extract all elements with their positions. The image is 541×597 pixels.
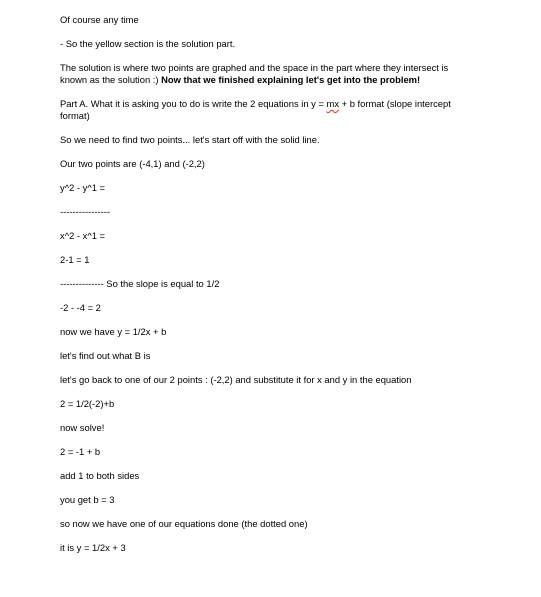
equation-line: x^2 - x^1 = bbox=[60, 230, 106, 241]
text-line: Our two points are (-4,1) and (-2,2) bbox=[60, 158, 205, 169]
part-a-paragraph bbox=[60, 98, 475, 122]
text-line: let's go back to one of our 2 points : (-2,2) and substitute it for x and y in the equation bbox=[60, 374, 412, 385]
text-line: now solve! bbox=[60, 422, 105, 433]
slope-line: -------------- So the slope is equal to 1/2 bbox=[60, 278, 220, 289]
text-line: add 1 to both sides bbox=[60, 470, 140, 481]
equation-line: 2 = 1/2(-2)+b bbox=[60, 398, 115, 409]
text-line: you get b = 3 bbox=[60, 494, 115, 505]
spellcheck-flagged-word: mx bbox=[326, 98, 340, 109]
text-line: So we need to find two points... let's start off with the solid line. bbox=[60, 134, 320, 145]
equation-line: 2 = -1 + b bbox=[60, 446, 101, 457]
part-a-text-after: + b format (slope intercept format) bbox=[60, 98, 451, 121]
intro-bold-text: Now that we finished explaining let's get into the problem! bbox=[161, 74, 421, 85]
equation-line: -2 - -4 = 2 bbox=[60, 302, 101, 313]
text-line: - So the yellow section is the solution part. bbox=[60, 38, 236, 49]
equation-line: y^2 - y^1 = bbox=[60, 182, 106, 193]
intro-paragraph bbox=[60, 62, 475, 86]
intro-text: The solution is where two points are graphed and the space in the part where they intersect is known as the solution :) bbox=[60, 62, 449, 85]
equation-line: 2-1 = 1 bbox=[60, 254, 90, 265]
text-line: now we have y = 1/2x + b bbox=[60, 326, 167, 337]
fraction-bar-line: ---------------- bbox=[60, 206, 110, 217]
text-line: so now we have one of our equations done (the dotted one) bbox=[60, 518, 308, 529]
text-line: Of course any time bbox=[60, 14, 139, 25]
final-equation-line: it is y = 1/2x + 3 bbox=[60, 542, 126, 553]
text-line: let's find out what B is bbox=[60, 350, 151, 361]
part-a-text-before: Part A. What it is asking you to do is write the 2 equations in y = bbox=[60, 98, 327, 109]
